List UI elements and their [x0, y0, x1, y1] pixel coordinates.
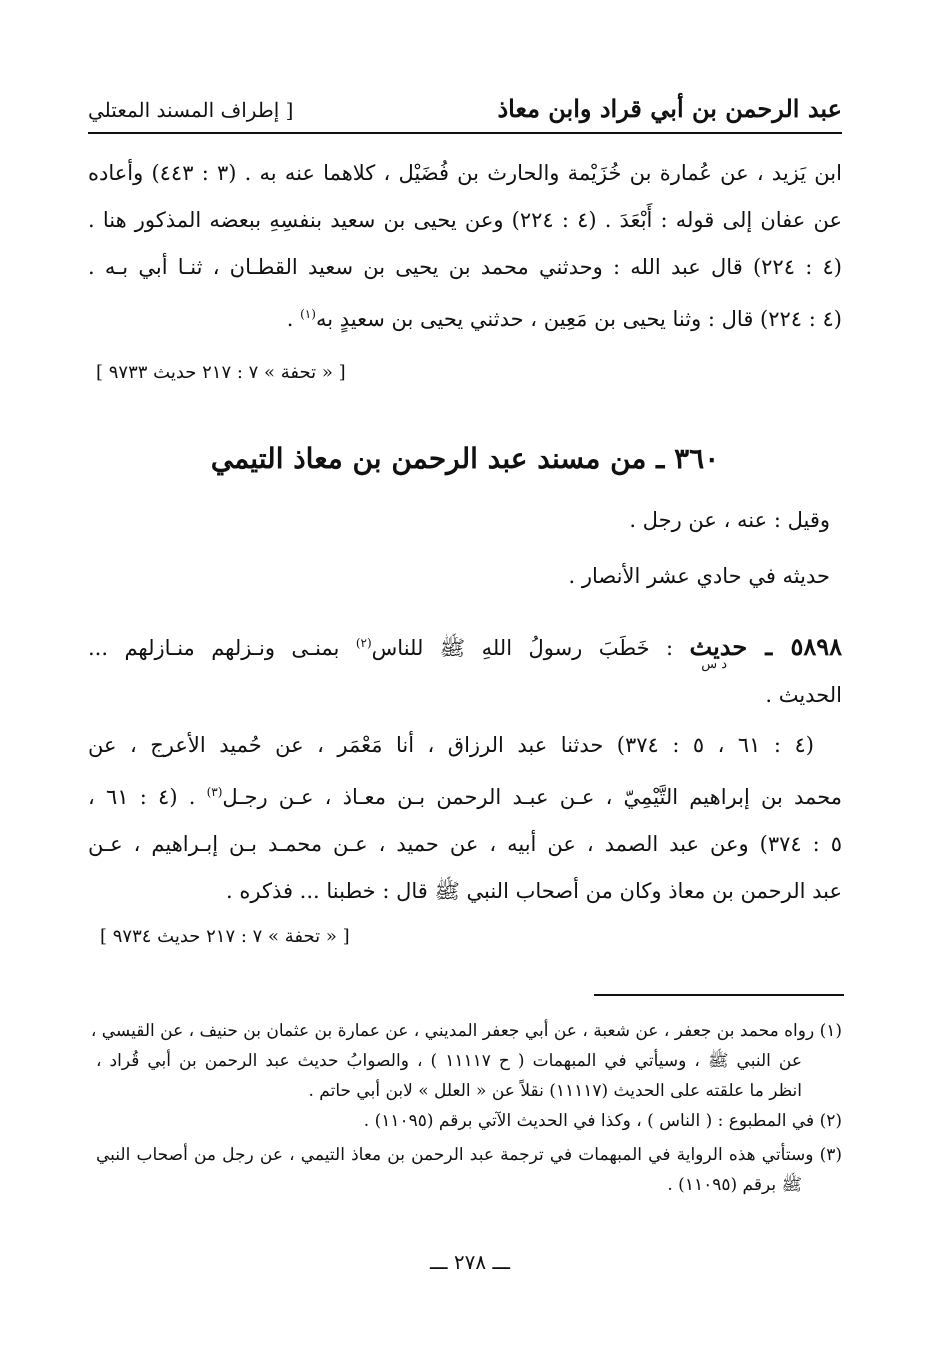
hadith-entry	[88, 620, 842, 719]
footnote-marker: (١)	[300, 307, 316, 321]
tuhfa-reference: [ « تحفة » ٧ : ٢١٧ حديث ٩٧٣٣ ]	[96, 362, 346, 383]
text-line	[88, 291, 842, 343]
footnote-separator	[594, 994, 844, 996]
source-symbols: د س	[701, 657, 727, 672]
continuation-paragraph	[88, 150, 842, 343]
text-line	[88, 769, 842, 821]
tuhfa-reference: [ « تحفة » ٧ : ٢١٧ حديث ٩٧٣٤ ]	[100, 926, 350, 947]
footnote-line: انظر ما علقته على الحديث (١١١١٧) نقلاً عن « العلل » لابن أبي حاتم .	[308, 1081, 802, 1101]
text-line: عبد الرحمن بن معاذ وكان من أصحاب النبي ﷺ قال : خطبنا ... فذكره .	[226, 879, 842, 903]
text-segment: .	[286, 307, 301, 331]
footnote-line: (٢) في المطبوع : ( الناس ) ، وكذا في الحديث الآتي برقم (١١٠٩٥) .	[363, 1111, 842, 1131]
hadith-number: ٥٨٩٨ ـ حديث	[689, 632, 842, 661]
hadith-text: بمنـى ونـزلهم منـازلهم ...	[88, 636, 356, 660]
running-header	[88, 92, 842, 134]
text-line: عن عفان إلى قوله : أَبْعَدَ . (٤ : ٢٢٤) وعن يحيى بن سعيد بنفسِهِ ببعضه المذكور هنا .	[88, 208, 842, 232]
footnote-line: (١) رواه محمد بن جعفر ، عن شعبة ، عن أبي جعفر المديني ، عن عمارة بن عثمان بن حنيف ، عن القيسي ،	[90, 1021, 842, 1041]
footnote-line: (٣) وستأتي هذه الرواية في المبهمات في ترجمة عبد الرحمن بن معاذ التيمي ، عن رجل من أصحاب النبي	[96, 1145, 842, 1165]
intro-line: وقيل : عنه ، عن رجل .	[629, 508, 830, 532]
footnote-1	[90, 1016, 842, 1106]
footnote-2	[96, 1106, 842, 1136]
footnote-marker: (٣)	[206, 785, 223, 799]
text-line: (٤ : ٢٢٤) قال عبد الله : وحدثني محمد بن يحيى بن سعيد القطـان ، ثنـا أبي بـه .	[88, 255, 842, 279]
footnote-3	[96, 1140, 842, 1200]
hadith-continuation: الحديث .	[765, 683, 842, 707]
isnad-paragraph	[88, 722, 842, 915]
text-segment: محمد بن إبراهيم التَّيْمِيّ ، عـن عبـد الرحمن بـن معـاذ ، عـن رجـل	[222, 785, 842, 809]
footnote-line: ﷺ برقم (١١٠٩٥) .	[667, 1175, 802, 1195]
hadith-text: : خَطَبَ رسولُ اللهِ ﷺ للناس	[371, 636, 690, 660]
hadith-line	[88, 620, 842, 672]
header-book-title: [ إطراف المسند المعتلي	[88, 98, 294, 122]
text-line: (٤ : ٦١ ، ٥ : ٣٧٤) حدثنا عبد الرزاق ، أنا مَعْمَر ، عن حُميد الأعرج ، عن	[88, 733, 814, 757]
intro-line: حديثه في حادي عشر الأنصار .	[568, 564, 830, 588]
footnote-marker: (٢)	[355, 636, 372, 650]
page-number: ـــ ٢٧٨ ـــ	[429, 1250, 511, 1274]
footnote-line: عن النبي ﷺ ، وسيأتي في المبهمات ( ح ١١١١٧ ) ، والصوابُ حديث عبد الرحمن بن أبي قُراد ،	[96, 1051, 803, 1071]
text-segment: . (٤ : ٦١ ،	[88, 785, 207, 809]
text-segment: (٤ : ٢٢٤) قال : وثنا يحيى بن مَعِين ، حدثني يحيى بن سعيدٍ به	[315, 307, 842, 331]
header-chapter-title: عبد الرحمن بن أبي قراد وابن معاذ	[497, 94, 842, 123]
text-line: ٥ : ٣٧٤) وعن عبد الصمد ، عن أبيه ، عن حميد ، عـن محمـد بـن إبـراهيم ، عـن	[88, 832, 842, 856]
text-line: ابن يَزيد ، عن عُمارة بن خُزَيْمة والحارث بن فُضَيْل ، كلاهما عنه به . (٣ : ٤٤٣) وأعاده	[88, 161, 842, 185]
section-heading: ٣٦٠ ـ من مسند عبد الرحمن بن معاذ التيمي	[210, 442, 720, 475]
